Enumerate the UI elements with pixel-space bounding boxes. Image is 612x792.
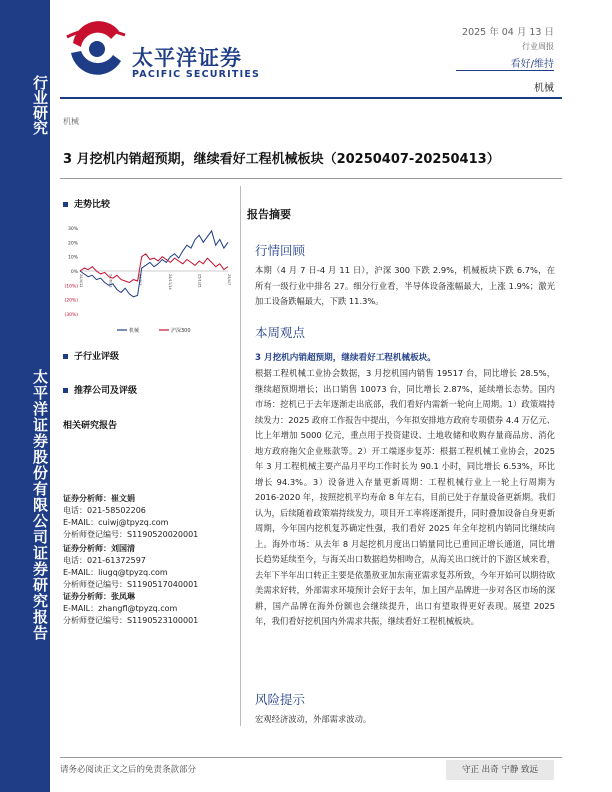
summary-heading: 报告摘要 (247, 208, 291, 221)
x-tick-label: 24/6/23 (108, 274, 113, 288)
risk-text: 宏观经济波动，外部需求波动。 (255, 714, 372, 724)
title-rule (60, 178, 562, 179)
bullet-icon (63, 388, 68, 393)
weekly-view-text: 根据工程机械工业协会数据，3 月挖机国内销售 19517 台，同比增长 28.5%，继续超预期增长；出口销售 10073 台，同比增长 2.87%，延续增长态势。国内市场：挖机已于去年逐渐走出底部，我们看好内需新一轮向上周期。1）政策端持续发力：2025 政府工作报告中提出，今年拟安排地方政府专项债券 4.4 万亿元、比上年增加 5000 亿元，重点用于投资建设、土地收储和收购存量商品房、消化地方政府拖欠企业账款等。2）开工端逐步复苏：根据工程机械工业协会，2025 年 3 月工程机械主要产品月平均工作时长为 90.1 小时，同比增长 6.53%，环比增长 94.3%。3）设备进入存量更新周期：工程机械行业上一轮上行周期为 2016-2020 年，按照挖机平均寿命 8 年左右，目前已处于存量设备更新期。我们认为，后续随着政策端持续发力，项目开工率将逐渐提升，同时叠加设备自身更新周期，今年国内挖机复苏确定性强，我们看好 2025 年全年挖机内销同比继续向上。海外市场：从去年 8 月起挖机月度出口销量同比已重回正增长通道，同比增长趋势延续至今，与海关出口数据趋势相吻合，从海关出口统计的下游区域来看，去年下半年出口转正主要是依墨敖亚加东南亚需求复苏所致，今年开始可以期待欧美需求好转，外部需求环境预计会好于去年，加上国产品牌进一步对各区市场的深耕，国产品牌在海外份额也会继续提升，出口有望取得更好表现。展望 2025 年，我们看好挖机国内外需求共振，继续看好工程机械板块。 (255, 368, 555, 626)
industry-rating: 看好/维持 (510, 59, 554, 70)
y-tick-label: (20%) (64, 298, 78, 304)
recommend-section-title: 推荐公司及评级 (63, 383, 137, 396)
related-section-title: 相关研究报告 (63, 421, 118, 431)
x-tick-label: 24/11/14 (167, 274, 172, 290)
legend-label: 沪深300 (171, 328, 191, 334)
trend-chart (62, 222, 234, 340)
weekly-view-highlight: 3 月挖机内销超预期，继续看好工程机械板块。 (255, 353, 436, 363)
y-tick-label: 20% (67, 241, 78, 247)
footer-motto: 守正 出奇 宁静 致远 (446, 760, 554, 780)
market-review-text: 本期（4 月 7 日-4 月 11 日），沪深 300 下跌 2.9%，机械板块下跌 6.7%，在所有一级行业中排名 27。细分行业看，半导体设备涨幅最大，上涨 1.9%；激光加工设备跌幅最大，下跌 11.3%。 (255, 265, 555, 306)
header-industry: 机械 (534, 83, 554, 94)
rating-section-title: 子行业评级 (63, 349, 119, 362)
industry-small-label: 机械 (63, 117, 79, 126)
analyst-card: 证券分析师：张凤琳 E-MAIL：zhangfl@tpyzq.com 分析师登记编号：S1190523100001 (63, 592, 199, 625)
x-tick-label: 25/1/25 (197, 274, 202, 288)
header-rule (456, 70, 554, 71)
x-tick-label: 25/4/7 (227, 274, 231, 286)
y-tick-label: 10% (67, 255, 78, 261)
trend-section-title: 走势比较 (63, 197, 110, 210)
report-type: 行业周报 (522, 42, 554, 51)
y-tick-label: 0% (70, 270, 78, 275)
analyst-card: 证券分析师：刘国清 电话：021-61372597 E-MAIL：liugq@tpyzq.com 分析师登记编号：S1190517040001 (63, 544, 199, 589)
weekly-view-heading: 本周观点 (255, 325, 306, 340)
sidebar-company-label: 太平洋证券股份有限公司证券研究报告 (31, 369, 49, 641)
report-date: 2025 年 04 月 13 日 (462, 27, 554, 38)
y-tick-label: (30%) (64, 313, 78, 318)
top-rule (60, 97, 562, 99)
y-tick-label: 30% (67, 227, 78, 232)
report-title: 3 月挖机内销超预期，继续看好工程机械板块（20250407-20250413） (63, 152, 500, 167)
footer-disclaimer: 请务必阅读正文之后的免责条款部分 (60, 765, 197, 775)
logo-english-name: PACIFIC SECURITIES (132, 69, 261, 80)
y-tick-label: (10%) (64, 284, 78, 290)
market-review-heading: 行情回顾 (255, 243, 306, 258)
sidebar (0, 0, 50, 792)
x-tick-label: 24/9/3 (138, 274, 143, 286)
series-line (80, 231, 228, 297)
bullet-icon (63, 354, 68, 359)
bullet-icon (63, 202, 68, 207)
footer-rule (60, 757, 562, 758)
column-divider (240, 186, 241, 726)
sidebar-top-label: 行业研究 (31, 75, 49, 135)
risk-heading: 风险提示 (255, 692, 306, 707)
legend-label: 机械 (129, 328, 140, 334)
logo-chinese-name: 太平洋证券 (132, 46, 242, 70)
x-tick-label: 24/4/12 (79, 274, 83, 288)
analyst-card: 证券分析师：崔文娟 电话：021-58502206 E-MAIL：cuiwj@tpyzq.com 分析师登记编号：S1190520020001 (63, 494, 199, 539)
